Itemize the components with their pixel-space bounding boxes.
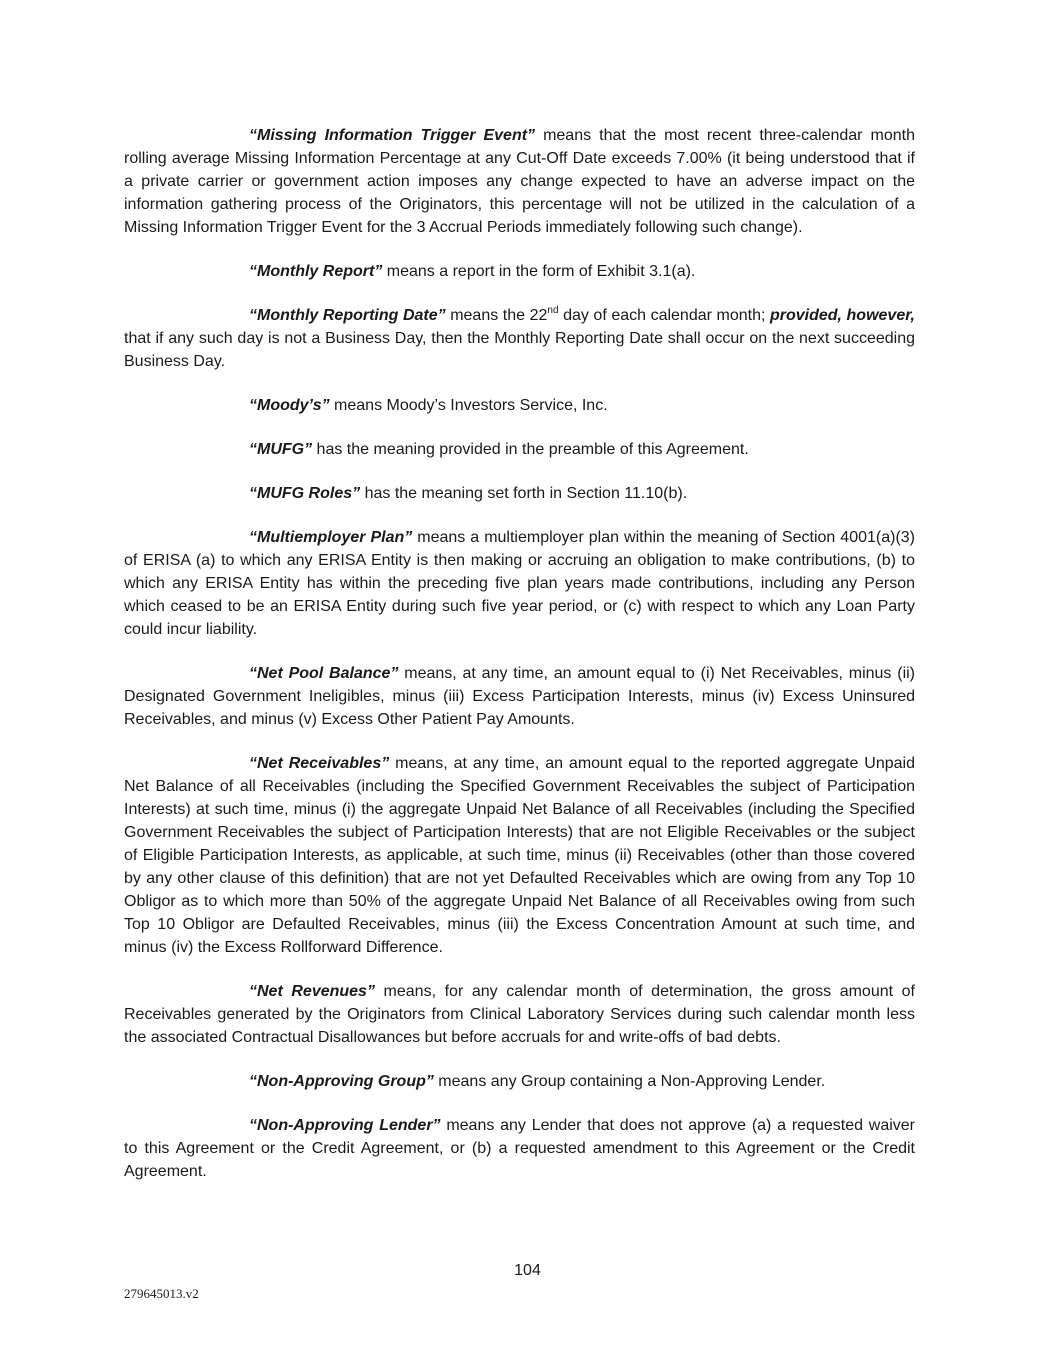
page-number: 104 <box>514 1262 541 1279</box>
definition-missing-information-trigger-event <box>124 124 915 239</box>
definition-text: means any Lender that does not approve (a) a requested waiver to this Agreement or the Credit Agreement, or (b) a requested amendment to this Agreement or the Credit Agreement. <box>124 1117 915 1180</box>
defined-term: “Monthly Reporting Date” <box>249 307 446 324</box>
definition-text: means, for any calendar month of determination, the gross amount of Receivables generated by the Originators from Clinical Laboratory Services during such calendar month less the associated Contractual Disallowances but before accruals for and write-offs of bad debts. <box>124 983 915 1046</box>
defined-term: “Non-Approving Group” <box>249 1073 434 1090</box>
definition-non-approving-group <box>124 1070 915 1093</box>
definition-text: means, at any time, an amount equal to (i) Net Receivables, minus (ii) Designated Government Ineligibles, minus (iii) Excess Participation Interests, minus (iv) Excess Uninsured Receivables, and minus (v) Excess Other Patient Pay Amounts. <box>124 665 916 728</box>
definition-monthly-report <box>124 260 915 283</box>
definition-non-approving-lender <box>124 1114 915 1183</box>
proviso-emphasis: provided, however, <box>769 307 916 324</box>
definition-text: means Moody’s Investors Service, Inc. <box>329 397 608 414</box>
definition-text: means a multiemployer plan within the meaning of Section 4001(a)(3) of ERISA (a) to which any ERISA Entity is then making or accruing an obligation to make contributions, (b) to which any ERISA Entity has within the preceding five plan years made contributions, including any Person which ceased to be an ERISA Entity during such five year period, or (c) with respect to which any Loan Party could incur liability. <box>124 529 915 638</box>
definition-moodys <box>124 394 915 417</box>
definition-net-receivables <box>124 752 915 959</box>
document-body <box>124 124 915 1204</box>
definition-monthly-reporting-date <box>124 304 915 373</box>
defined-term: “Net Receivables” <box>249 755 390 772</box>
defined-term: “Monthly Report” <box>249 263 383 280</box>
definition-text: means any Group containing a Non-Approving Lender. <box>433 1073 826 1090</box>
defined-term: “Net Pool Balance” <box>249 665 399 682</box>
definition-text: has the meaning provided in the preamble of this Agreement. <box>312 441 749 458</box>
definition-text: means that the most recent three-calendar month rolling average Missing Information Percentage at any Cut-Off Date exceeds 7.00% (it being understood that if a private carrier or government action imposes any change expected to have an adverse impact on the information gathering process of the Originators, this percentage will not be utilized in the calculation of a Missing Information Trigger Event for the 3 Accrual Periods immediately following such change). <box>124 127 915 236</box>
defined-term: “Missing Information Trigger Event” <box>249 127 536 144</box>
defined-term: “Net Revenues” <box>249 983 375 1000</box>
definition-text: has the meaning set forth in Section 11.10(b). <box>360 485 688 502</box>
definition-text: means, at any time, an amount equal to the reported aggregate Unpaid Net Balance of all Receivables (including the Specified Government Receivables the subject of Participation Interests) at such time, minus (i) the aggregate Unpaid Net Balance of all Receivables (including the Specified Government Receivables the subject of Participation Interests) that are not Eligible Receivables or the subject of Eligible Participation Interests, as applicable, at such time, minus (ii) Receivables (other than those covered by any other clause of this definition) that are not yet Defaulted Receivables which are owing from any Top 10 Obligor as to which more than 50% of the aggregate Unpaid Net Balance of all Receivables owing from such Top 10 Obligor are Defaulted Receivables, minus (iii) the Excess Concentration Amount at such time, and minus (iv) the Excess Rollforward Difference. <box>124 755 916 956</box>
defined-term: “Non-Approving Lender” <box>249 1117 441 1134</box>
definition-text: means the 22 <box>445 307 548 324</box>
definition-mufg <box>124 438 915 461</box>
definition-net-pool-balance <box>124 662 915 731</box>
defined-term: “MUFG” <box>249 441 313 458</box>
definition-text: day of each calendar month; <box>558 307 770 324</box>
document-id: 279645013.v2 <box>124 1286 199 1301</box>
defined-term: “Multiemployer Plan” <box>249 529 413 546</box>
definition-text: that if any such day is not a Business Day, then the Monthly Reporting Date shall occur on the next succeeding Business Day. <box>124 330 915 370</box>
definition-multiemployer-plan <box>124 526 915 641</box>
definition-net-revenues <box>124 980 915 1049</box>
defined-term: “Moody’s” <box>249 397 330 414</box>
definition-text: means a report in the form of Exhibit 3.1(a). <box>382 263 696 280</box>
defined-term: “MUFG Roles” <box>249 485 361 502</box>
ordinal-suffix: nd <box>547 305 559 316</box>
definition-mufg-roles <box>124 482 915 505</box>
